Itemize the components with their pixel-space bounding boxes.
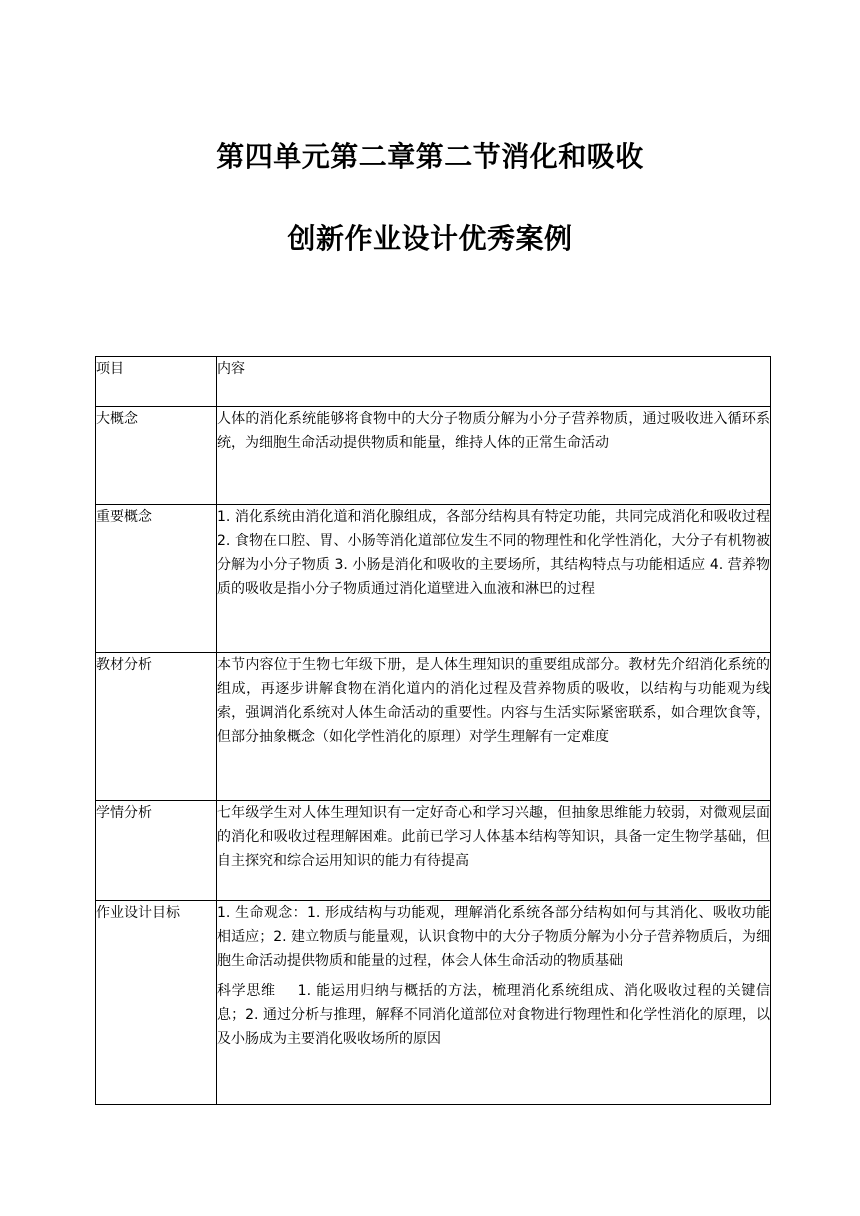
table-row: [96, 407, 771, 505]
row-content-cell: [217, 407, 771, 505]
row-content-cell: [217, 653, 771, 801]
row-content: 1. 消化系统由消化道和消化腺组成，各部分结构具有特定功能，共同完成消化和吸收过程 2. 食物在口腔、胃、小肠等消化道部位发生不同的物理性和化学性消化，大分子有机物被分解为小分子物质 3. 小肠是消化和吸收的主要场所，其结构特点与功能相适应 4. 营养物质的吸收是指小分子物质通过消化道壁进入血液和淋巴的过程: [217, 509, 770, 597]
row-content: 1. 生命观念：1. 形成结构与功能观，理解消化系统各部分结构如何与其消化、吸收功能相适应；2. 建立物质与能量观，认识食物中的大分子物质分解为小分子营养物质后，为细胞生命活动提供物质和能量的过程，体会人体生命活动的物质基础: [217, 905, 770, 969]
row-content-cell: [217, 505, 771, 653]
page-title: 第四单元第二章第二节消化和吸收: [216, 140, 644, 173]
table-row: [96, 901, 771, 1105]
header-cell-content: [217, 357, 771, 407]
row-label-cell: [96, 407, 217, 505]
row-label: 学情分析: [96, 805, 152, 821]
header-item-label: 项目: [96, 361, 124, 377]
row-content: 本节内容位于生物七年级下册，是人体生理知识的重要组成部分。教材先介绍消化系统的组成，再逐步讲解食物在消化道内的消化过程及营养物质的吸收，以结构与功能观为线索，强调消化系统对人体生命活动的重要性。内容与生活实际紧密联系，如合理饮食等，但部分抽象概念（如化学性消化的原理）对学生理解有一定难度: [217, 657, 770, 745]
scientific-thinking-label: 科学思维: [217, 983, 276, 999]
row-content-cell: [217, 801, 771, 901]
table-row: [96, 505, 771, 653]
table-row: [96, 801, 771, 901]
row-label-cell: [96, 801, 217, 901]
scientific-thinking-content: 1. 能运用归纳与概括的方法，梳理消化系统组成、消化吸收过程的关键信息；2. 通过分析与推理，解释不同消化道部位对食物进行物理性和化学性消化的原理，以及小肠成为主要消化吸收场所的原因: [217, 983, 770, 1047]
page-subtitle: 创新作业设计优秀案例: [287, 222, 573, 255]
row-label: 作业设计目标: [96, 905, 180, 921]
table-header-row: [96, 357, 771, 407]
row-label: 教材分析: [96, 657, 152, 673]
scientific-thinking-block: [217, 979, 770, 1051]
row-label: 大概念: [96, 411, 138, 427]
table-row: [96, 653, 771, 801]
row-label-cell: [96, 505, 217, 653]
row-content: 人体的消化系统能够将食物中的大分子物质分解为小分子营养物质，通过吸收进入循环系统，为细胞生命活动提供物质和能量，维持人体的正常生命活动: [217, 411, 770, 451]
row-label-cell: [96, 901, 217, 1105]
row-content-cell: [217, 901, 771, 1105]
row-label-cell: [96, 653, 217, 801]
header-cell-item: [96, 357, 217, 407]
row-label: 重要概念: [96, 509, 152, 525]
header-content-label: 内容: [217, 361, 245, 377]
content-table: [95, 356, 771, 1105]
row-content: 七年级学生对人体生理知识有一定好奇心和学习兴趣，但抽象思维能力较弱，对微观层面的消化和吸收过程理解困难。此前已学习人体基本结构等知识，具备一定生物学基础，但自主探究和综合运用知识的能力有待提高: [217, 805, 770, 869]
